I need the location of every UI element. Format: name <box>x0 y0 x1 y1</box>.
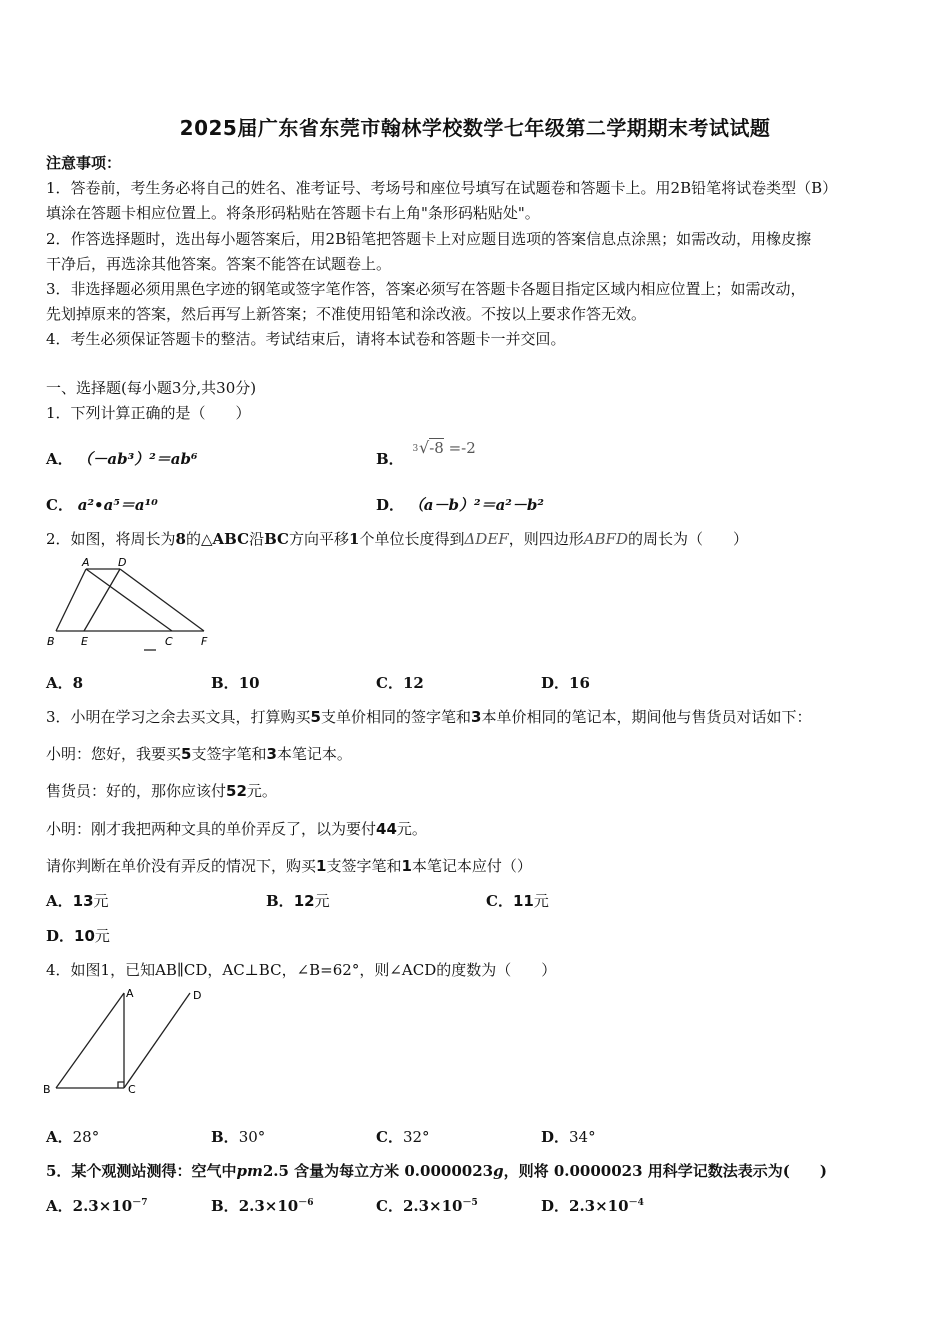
option-label: A． <box>46 892 73 910</box>
label-e: E <box>81 635 88 648</box>
exponent: －5 <box>462 1198 478 1208</box>
text: 本笔记本应付（） <box>411 857 532 875</box>
text: 3．小明在学习之余去买文具，打算购买 <box>46 708 311 726</box>
option-text: （a－b）²＝a²－b² <box>408 496 544 514</box>
q1-option-a <box>46 448 198 469</box>
label-c: C <box>128 1083 136 1096</box>
option-label: B． <box>266 892 294 910</box>
text: 5 <box>310 708 321 726</box>
option-label: D． <box>541 674 570 692</box>
option-label: D． <box>541 1128 570 1146</box>
notice-line: 2．作答选择题时，选出每小题答案后，用2B铅笔把答题卡上对应题目选项的答案信息点涂黑；如需改动，用橡皮擦 <box>46 230 812 248</box>
q3-option-d <box>46 925 110 946</box>
line-df <box>120 569 204 631</box>
q2-option-c <box>376 672 424 693</box>
exponent: －7 <box>132 1198 148 1208</box>
text: 小明：您好，我要买 <box>46 745 182 763</box>
q2-option-b <box>211 672 260 693</box>
notice-line: 3．非选择题必须用黑色字迹的钢笔或签字笔作答，答案必须写在答题卡各题目指定区域内相应位置上；如需改动， <box>46 280 806 298</box>
option-label: C． <box>46 496 73 514</box>
option-label: D． <box>541 1197 570 1215</box>
option-unit: 元 <box>93 892 109 910</box>
line-cd <box>124 993 190 1088</box>
q4-option-c <box>376 1126 430 1147</box>
option-label: B． <box>211 1197 239 1215</box>
text: 1 <box>401 857 412 875</box>
text: 的周长为（ ） <box>628 530 749 548</box>
q4-figure <box>40 985 215 1100</box>
option-unit: 元 <box>314 892 330 910</box>
option-unit: 元 <box>533 892 549 910</box>
option-label: D． <box>46 927 75 945</box>
section-heading: 一、选择题(每小题3分,共30分) <box>46 379 257 397</box>
option-label: B． <box>376 450 404 468</box>
q4-option-d <box>541 1126 596 1147</box>
text: ABC <box>212 530 250 548</box>
option-text: 2.3×10 <box>569 1197 629 1215</box>
text: 的△ <box>185 530 213 548</box>
label-a: A <box>82 556 90 569</box>
q1-stem: 1．下列计算正确的是（ ） <box>46 404 251 422</box>
line-ab <box>56 993 124 1088</box>
text: 方向平移 <box>289 530 350 548</box>
q3-option-a <box>46 890 109 911</box>
q4-option-a <box>46 1126 99 1147</box>
text: ，则四边形 <box>508 530 584 548</box>
text: 支签字笔和 <box>191 745 267 763</box>
q3-dialog-line <box>46 743 352 764</box>
text: BC <box>264 530 289 548</box>
text: 5．某个观测站测得：空气中 <box>46 1162 237 1180</box>
q5-option-b <box>211 1195 314 1216</box>
text: 小明：刚才我把两种文具的单价弄反了，以为要付 <box>46 820 377 838</box>
text: ABFD <box>583 530 628 548</box>
text: ΔDEF <box>464 530 509 548</box>
text: 本笔记本。 <box>276 745 352 763</box>
text: 请你判断在单价没有弄反的情况下，购买 <box>46 857 317 875</box>
option-text: 12 <box>402 674 424 692</box>
option-text: 8 <box>72 674 84 692</box>
q5-option-a <box>46 1195 147 1216</box>
option-text: 34° <box>569 1128 596 1146</box>
notice-heading: 注意事项： <box>46 154 122 172</box>
q3-stem <box>46 706 811 727</box>
option-unit: 元 <box>94 927 110 945</box>
line-de <box>84 569 120 631</box>
q1-option-d <box>376 494 544 515</box>
text: pm <box>236 1162 263 1180</box>
root-index: 3 <box>412 444 419 454</box>
text: 售货员：好的，那你应该付 <box>46 782 227 800</box>
option-label: A． <box>46 450 73 468</box>
text: 44 <box>376 820 397 838</box>
exponent: －4 <box>628 1198 644 1208</box>
radical-icon: √ <box>418 438 430 457</box>
option-label: C． <box>376 1128 403 1146</box>
text: g <box>493 1162 504 1180</box>
q2-stem <box>46 528 748 549</box>
option-label: B． <box>211 1128 239 1146</box>
option-text: a²•a⁵＝a¹⁰ <box>77 496 158 514</box>
option-text: 30° <box>238 1128 266 1146</box>
notice-line: 先划掉原来的答案，然后再写上新答案；不准使用铅笔和涂改液。不按以上要求作答无效。 <box>46 305 647 323</box>
radicand: -8 <box>429 439 444 457</box>
option-label: C． <box>486 892 513 910</box>
q5-option-c <box>376 1195 478 1216</box>
q2-option-a <box>46 672 83 693</box>
option-text: 2.3×10 <box>402 1197 463 1215</box>
text: 元。 <box>396 820 427 838</box>
option-text: =-2 <box>448 439 476 457</box>
q4-stem: 4．如图1，已知AB∥CD，AC⊥BC，∠B=62°，则∠ACD的度数为（ ） <box>46 961 557 979</box>
notice-line: 4．考生必须保证答题卡的整洁。考试结束后，请将本试卷和答题卡一并交回。 <box>46 330 566 348</box>
option-text: 28° <box>72 1128 100 1146</box>
text: ，则将 0.0000023 用科学记数法表示为( ) <box>503 1162 827 1180</box>
q3-dialog-line <box>46 818 427 839</box>
text: 3 <box>471 708 482 726</box>
option-label: B． <box>211 674 239 692</box>
label-b: B <box>47 635 55 648</box>
label-c: C <box>165 635 173 648</box>
exponent: －6 <box>298 1198 314 1208</box>
label-d: D <box>193 989 202 1002</box>
q5-option-d <box>541 1195 644 1216</box>
q3-option-c <box>486 890 549 911</box>
text: 3 <box>266 745 277 763</box>
option-label: A． <box>46 1197 73 1215</box>
text: 本单价相同的笔记本，期间他与售货员对话如下： <box>481 708 812 726</box>
text: 沿 <box>249 530 265 548</box>
text: 52 <box>226 782 247 800</box>
option-label: A． <box>46 1128 73 1146</box>
label-d: D <box>118 556 127 569</box>
line-ab <box>56 569 86 631</box>
option-text: 10 <box>74 927 95 945</box>
right-angle-mark <box>118 1082 124 1088</box>
option-text: 16 <box>569 674 590 692</box>
q1-option-c <box>46 494 158 515</box>
option-text: 2.3×10 <box>72 1197 133 1215</box>
notice-line: 填涂在答题卡相应位置上。将条形码粘贴在答题卡右上角"条形码粘贴处"。 <box>46 204 540 222</box>
option-text: 10 <box>238 674 260 692</box>
notice-line: 1．答卷前，考生务必将自己的姓名、准考证号、考场号和座位号填写在试题卷和答题卡上。用2B铅笔将试卷类型（B） <box>46 179 838 197</box>
q2-figure <box>44 555 219 655</box>
label-b: B <box>43 1083 51 1096</box>
option-label: C． <box>376 674 403 692</box>
page-title: 2025届广东省东莞市翰林学校数学七年级第二学期期末考试试题 <box>179 116 771 140</box>
option-text: （－ab³）²＝ab⁶ <box>77 450 198 468</box>
line-ac <box>86 569 172 631</box>
option-text: 12 <box>293 892 315 910</box>
text: 支单价相同的签字笔和 <box>320 708 471 726</box>
text: 5 <box>181 745 192 763</box>
q2-option-d <box>541 672 590 693</box>
option-label: A． <box>46 674 73 692</box>
q1-option-b <box>376 437 476 468</box>
text: 个单位长度得到 <box>359 530 465 548</box>
text: 元。 <box>246 782 277 800</box>
q4-option-b <box>211 1126 265 1147</box>
text: 8 <box>175 530 186 548</box>
q5-stem <box>46 1160 827 1181</box>
text: 1 <box>316 857 327 875</box>
label-f: F <box>201 635 208 648</box>
text: 1 <box>349 530 360 548</box>
q3-question <box>46 855 532 876</box>
notice-line: 干净后，再选涂其他答案。答案不能答在试题卷上。 <box>46 255 392 273</box>
q3-dialog-line <box>46 780 277 801</box>
option-label: D． <box>376 496 405 514</box>
option-text: 32° <box>402 1128 430 1146</box>
text: 支签字笔和 <box>326 857 402 875</box>
option-text: 13 <box>72 892 94 910</box>
q3-option-b <box>266 890 330 911</box>
option-text: 11 <box>512 892 534 910</box>
option-text: 2.3×10 <box>238 1197 299 1215</box>
option-label: C． <box>376 1197 403 1215</box>
label-a: A <box>126 987 134 1000</box>
text: 2.5 含量为每立方米 0.0000023 <box>262 1162 494 1180</box>
text: 2．如图，将周长为 <box>46 530 176 548</box>
